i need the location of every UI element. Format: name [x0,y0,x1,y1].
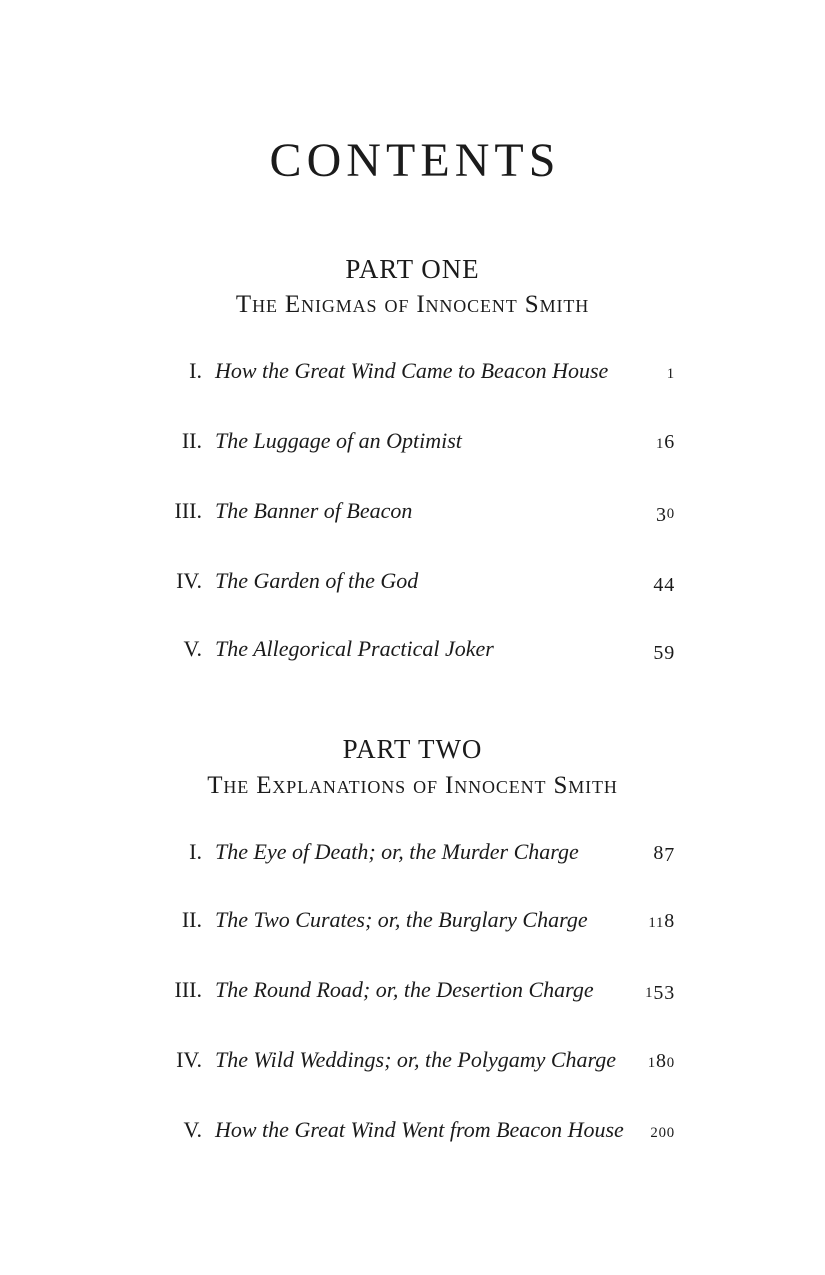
chapter-title: The Luggage of an Optimist [215,428,462,454]
toc-entry-part1-3[interactable] [150,497,675,528]
chapter-numeral: IV. [176,568,202,594]
page-number: 44 [653,573,675,596]
part-two-subheading: The Explanations of Innocent Smith [207,771,618,799]
page-number: 118 [648,909,675,932]
chapter-numeral: IV. [176,1046,202,1072]
chapter-numeral: I. [189,838,202,864]
part-one-subheading: The Enigmas of Innocent Smith [235,290,590,318]
chapter-title: The Banner of Beacon [215,498,413,524]
part-one-heading: PART ONE [345,253,480,284]
part-one-entries [150,357,675,664]
part-one-section [0,253,825,665]
toc-entry-part2-5[interactable] [150,1116,675,1147]
part-two-section [0,733,825,1147]
chapter-numeral: I. [189,358,202,384]
toc-entry-part2-4[interactable] [150,1046,675,1077]
page-number: 30 [655,503,675,526]
chapter-title: The Eye of Death; or, the Murder Charge [215,838,579,864]
toc-entry-part1-2[interactable] [150,427,675,458]
page-title: CONTENTS [269,134,561,187]
chapter-title: How the Great Wind Went from Beacon House [215,1116,624,1142]
chapter-title: The Garden of the God [215,568,419,594]
toc-entry-part1-4[interactable] [150,567,675,596]
page-number: 87 [653,841,675,867]
toc-entry-part1-1[interactable] [150,357,675,388]
page-number: 180 [647,1049,675,1072]
toc-entry-part2-2[interactable] [150,906,675,937]
chapter-title: The Allegorical Practical Joker [215,636,494,662]
page-number: 1 [666,366,675,383]
chapter-title: How the Great Wind Came to Beacon House [215,358,609,384]
toc-entry-part1-5[interactable] [150,635,675,664]
chapter-numeral: III. [174,498,202,524]
part-two-entries [150,838,675,1147]
chapter-numeral: II. [181,428,202,454]
chapter-title: The Wild Weddings; or, the Polygamy Charge [215,1046,617,1072]
chapter-numeral: V. [183,1116,202,1142]
page-number: 59 [653,641,675,664]
page-number: 200 [650,1124,675,1141]
toc-entry-part2-3[interactable] [150,976,675,1007]
part-two-heading: PART TWO [342,734,483,765]
chapter-title: The Round Road; or, the Desertion Charge [215,976,594,1002]
chapter-numeral: V. [183,636,202,662]
chapter-numeral: III. [174,976,202,1002]
page-number: 16 [655,431,675,454]
chapter-title: The Two Curates; or, the Burglary Charge [215,906,588,932]
toc-entry-part2-1[interactable] [150,838,675,867]
page-number: 153 [645,982,675,1005]
chapter-numeral: II. [181,906,202,932]
